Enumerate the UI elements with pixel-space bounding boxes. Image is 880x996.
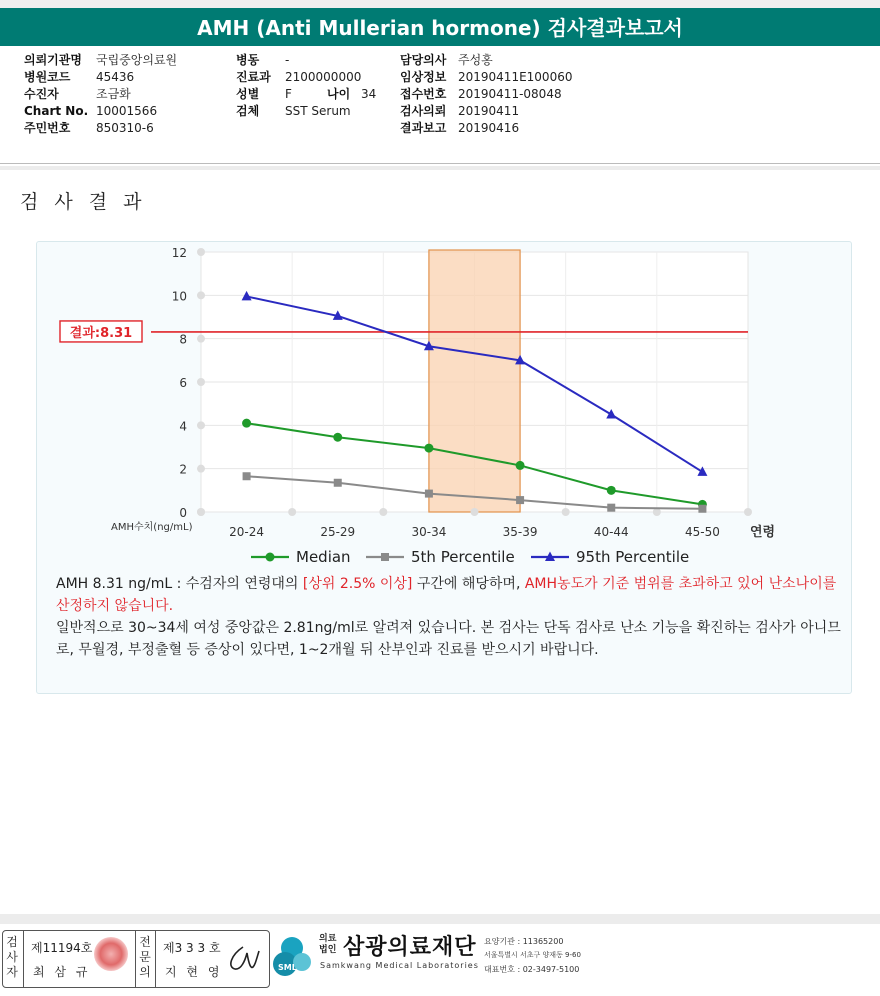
info-value: 20190411-08048	[458, 87, 562, 101]
desc-highlight: AMH농도가 기준 범위를 초과하고 있어 난소나이를 산정하지 않습니다.	[56, 576, 837, 614]
info-value: 10001566	[96, 104, 158, 118]
info-value: 국립중앙의료원	[96, 53, 178, 67]
info-value: 주성홍	[458, 53, 493, 67]
info-row	[236, 69, 376, 86]
info-row	[400, 103, 572, 120]
x-tick-dot	[288, 508, 296, 516]
result-description	[56, 573, 846, 661]
desc-highlight: [상위 2.5% 이상]	[302, 576, 413, 592]
info-value: 850310-6	[96, 121, 154, 135]
info-column-3	[400, 52, 572, 137]
age-label: 나이	[327, 87, 351, 101]
info-value: 45436	[96, 70, 135, 84]
info-label: 검체	[236, 104, 260, 118]
x-tick-dot	[562, 508, 570, 516]
y-tick-label: 12	[171, 246, 187, 260]
desc-text: 구간에 해당하며,	[412, 576, 525, 592]
info-row	[236, 103, 376, 120]
info-label: 담당의사	[400, 53, 447, 67]
data-point	[516, 496, 524, 504]
y-axis-label: AMH수치(ng/mL)	[111, 522, 193, 533]
info-row	[236, 52, 376, 69]
sml-logo-icon	[272, 934, 316, 978]
x-tick-label: 20-24	[229, 525, 265, 539]
legend-label: Median	[296, 548, 351, 566]
info-value: 2100000000	[285, 70, 362, 84]
specialist-number: 제3 3 3 호	[163, 941, 221, 955]
checker-label: 검사자	[6, 935, 18, 979]
info-label: 의뢰기관명	[24, 53, 82, 67]
y-tick-dot	[197, 335, 205, 343]
care-code: 요양기관 : 11365200	[484, 937, 564, 946]
info-value: 조금화	[96, 87, 131, 101]
legend-label: 5th Percentile	[411, 548, 515, 566]
x-tick-label: 30-34	[411, 525, 447, 539]
info-label: 병동	[236, 53, 260, 67]
org-address: 서울특별시 서초구 양재동 9-60	[484, 951, 581, 959]
y-tick-label: 2	[179, 462, 187, 477]
specialist-label: 전문의	[139, 935, 151, 979]
info-row	[24, 120, 177, 137]
info-row	[24, 103, 177, 120]
info-label: 주민번호	[24, 121, 71, 135]
x-tick-label: 45-50	[684, 525, 720, 539]
signature-box	[2, 930, 270, 988]
org-phone: 대표번호 : 02-3497-5100	[484, 965, 580, 974]
signature-mark	[223, 941, 263, 977]
data-point	[698, 505, 706, 513]
x-tick-dot	[197, 508, 205, 516]
info-label: 검사의뢰	[400, 104, 447, 118]
info-row	[400, 86, 572, 103]
data-point	[516, 461, 525, 470]
info-label: 병원코드	[24, 70, 71, 84]
legend-label: 95th Percentile	[576, 548, 690, 566]
checker-number: 제11194호	[31, 941, 93, 955]
checker-name: 최 삼 규	[33, 965, 91, 979]
info-label: 진료과	[236, 70, 271, 84]
info-row	[236, 86, 376, 103]
legend-marker	[381, 553, 389, 561]
info-value: F	[285, 87, 292, 101]
y-tick-dot	[197, 378, 205, 386]
info-value: 20190416	[458, 121, 520, 135]
logo-text: SML	[278, 963, 297, 972]
x-tick-label: 35-39	[502, 525, 538, 539]
x-tick-label: 25-29	[320, 525, 356, 539]
org-name: 삼광의료재단	[343, 935, 477, 960]
data-point	[607, 486, 616, 495]
y-tick-label: 8	[179, 332, 187, 347]
info-row	[400, 120, 572, 137]
cell-divider	[155, 931, 156, 987]
info-label: 수진자	[24, 87, 59, 101]
data-point	[334, 479, 342, 487]
cell-divider	[135, 931, 136, 987]
y-tick-label: 4	[179, 419, 187, 434]
x-axis-end-label: 연령	[750, 525, 776, 540]
header-divider	[0, 163, 880, 164]
specialist-name: 지 현 영	[165, 965, 223, 979]
footer-band	[0, 914, 880, 924]
x-tick-label: 40-44	[593, 525, 629, 539]
report-title: AMH (Anti Mullerian hormone) 검사결과보고서	[0, 8, 880, 46]
description-paragraph-2: 일반적으로 30~34세 여성 중앙값은 2.81ng/ml로 알려져 있습니다. 본 검사는 단독 검사로 난소 기능을 확진하는 검사가 아니므로, 무월경, 부정출혈 등 증상이 있다면, 1~2개월 뒤 산부인과 진료를 받으시기 바랍니다.	[56, 620, 841, 658]
info-value: SST Serum	[285, 104, 351, 118]
y-tick-dot	[197, 291, 205, 299]
header-divider-band	[0, 166, 880, 170]
info-row	[400, 52, 572, 69]
info-column-2	[236, 52, 376, 120]
y-tick-label: 0	[179, 506, 187, 520]
data-point	[333, 433, 342, 442]
org-prefix: 의료법인	[319, 934, 337, 955]
highlight-age-band	[429, 250, 520, 512]
info-value: -	[285, 53, 290, 67]
info-label: 성별	[236, 87, 260, 101]
x-tick-dot	[471, 508, 479, 516]
y-tick-label: 10	[171, 289, 187, 304]
y-tick-dot	[197, 465, 205, 473]
info-column-1	[24, 52, 177, 137]
top-strip	[0, 0, 880, 8]
official-seal-icon	[94, 937, 128, 971]
data-point	[424, 444, 433, 453]
info-row	[400, 69, 572, 86]
data-point	[242, 419, 251, 428]
y-tick-dot	[197, 248, 205, 256]
data-point	[425, 490, 433, 498]
y-tick-label: 6	[179, 376, 187, 390]
info-label: Chart No.	[24, 104, 89, 118]
info-row	[24, 86, 177, 103]
info-value: 20190411	[458, 104, 520, 118]
info-row	[24, 69, 177, 86]
info-row	[24, 52, 177, 69]
info-value: 20190411E100060	[458, 70, 573, 84]
data-point	[607, 504, 615, 512]
desc-text: AMH 8.31 ng/mL : 수검자의 연령대의	[56, 576, 303, 592]
result-label: 결과:8.31	[69, 325, 133, 341]
amh-chart	[36, 241, 850, 571]
description-paragraph-1	[56, 573, 846, 617]
x-tick-dot	[744, 508, 752, 516]
legend-marker	[266, 553, 275, 562]
info-label: 임상정보	[400, 70, 447, 84]
info-label: 결과보고	[400, 121, 447, 135]
info-label: 접수번호	[400, 87, 447, 101]
age-value: 34	[361, 87, 377, 101]
cell-divider	[23, 931, 24, 987]
data-point	[243, 472, 251, 480]
org-english-name: Samkwang Medical Laboratories	[320, 961, 479, 970]
y-tick-dot	[197, 421, 205, 429]
x-tick-dot	[379, 508, 387, 516]
section-title: 검 사 결 과	[20, 191, 147, 213]
